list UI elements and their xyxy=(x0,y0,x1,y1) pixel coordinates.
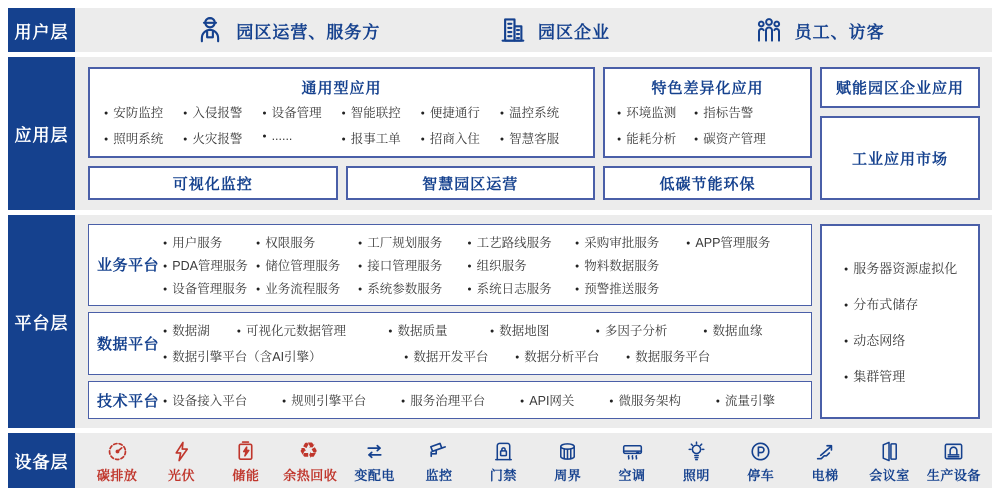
cctv-camera-icon xyxy=(427,440,450,463)
empower-enterprise-title: 赋能园区企业应用 xyxy=(835,80,964,97)
general-apps-title: 通用型应用 xyxy=(301,80,382,97)
device-label: 停车 xyxy=(747,467,775,483)
device-label: 储能 xyxy=(232,467,260,483)
device-photovoltaic xyxy=(149,440,213,484)
platform-item: ● 数据血缘 xyxy=(703,321,801,339)
device-power-distribution xyxy=(342,440,406,484)
device-meeting-room xyxy=(857,440,921,484)
smart-park-operation-title: 智慧园区运营 xyxy=(422,175,519,193)
app-bottom-row-left xyxy=(88,166,595,200)
parking-icon xyxy=(749,440,772,463)
platform-item: ● 系统日志服务 xyxy=(467,279,575,297)
device-label: 生产设备 xyxy=(926,467,981,483)
data-platform-grid xyxy=(163,318,801,369)
recycle-icon: ♻ xyxy=(298,438,319,464)
platform-item: ● 预警推送服务 xyxy=(575,279,686,297)
app-item: ● 报事工单 xyxy=(341,129,420,147)
smart-park-operation-box xyxy=(346,166,596,200)
user-group-label: 员工、访客 xyxy=(794,22,885,42)
building-icon xyxy=(497,15,527,45)
platform-item: ● 接口管理服务 xyxy=(358,256,467,274)
app-item: ● 碳资产管理 xyxy=(694,129,798,147)
visual-monitoring-title: 可视化监控 xyxy=(172,175,253,193)
device-label: 监控 xyxy=(425,467,453,483)
business-row xyxy=(163,233,801,251)
featured-apps-column xyxy=(603,67,812,200)
app-item: ● 指标告警 xyxy=(694,103,798,121)
platform-item: ● 物料数据服务 xyxy=(575,256,686,274)
platform-item: ● 数据质量 xyxy=(388,321,490,339)
app-item: ● 入侵报警 xyxy=(183,103,262,121)
platform-item: ● PDA管理服务 xyxy=(163,256,256,274)
platform-item: ● 系统参数服务 xyxy=(358,279,467,297)
app-item: ● 环境监测 xyxy=(617,103,694,121)
low-carbon-box xyxy=(603,166,812,200)
device-items xyxy=(75,433,992,488)
platform-item: ● 数据湖 xyxy=(163,321,237,339)
meeting-room-icon xyxy=(878,440,901,463)
general-apps-grid xyxy=(104,102,579,148)
platform-item: ● APP管理服务 xyxy=(686,233,801,251)
platform-boxes-column xyxy=(88,224,812,419)
device-carbon-emission xyxy=(85,440,149,484)
industrial-market-box xyxy=(820,116,980,200)
featured-apps-grid xyxy=(617,102,798,148)
infra-item: ● 动态网络 xyxy=(844,330,978,349)
platform-item: ● 数据开发平台 xyxy=(404,347,515,365)
platform-item: ● 数据服务平台 xyxy=(626,347,737,365)
air-conditioner-icon xyxy=(621,440,644,463)
platform-item: ● 微服务架构 xyxy=(609,391,681,409)
device-elevator xyxy=(793,440,857,484)
user-groups xyxy=(75,8,992,52)
escalator-icon xyxy=(814,440,837,463)
platform-item: ● 可视化元数据管理 xyxy=(237,321,389,339)
operator-icon xyxy=(195,15,225,45)
user-group-label: 园区企业 xyxy=(538,22,610,42)
device-access-control xyxy=(471,440,535,484)
app-item: ● 智能联控 xyxy=(341,103,420,121)
application-layer-label: 应用层 xyxy=(8,57,75,210)
data-platform-box xyxy=(88,312,812,375)
empower-enterprise-box xyxy=(820,67,980,108)
battery-storage-icon xyxy=(234,440,257,463)
app-item: ● 招商入住 xyxy=(421,129,500,147)
platform-item: ● 工厂规划服务 xyxy=(358,233,467,251)
infra-item: ● 分布式储存 xyxy=(844,294,978,313)
enterprise-apps-column xyxy=(820,67,980,200)
device-label: 变配电 xyxy=(354,467,395,483)
device-waste-heat-recovery xyxy=(278,440,342,484)
infra-item: ● 服务器资源虚拟化 xyxy=(844,258,978,277)
platform-item: ● 设备管理服务 xyxy=(163,279,256,297)
infrastructure-box xyxy=(820,224,980,419)
data-row xyxy=(163,347,801,365)
device-parking xyxy=(729,440,793,484)
featured-apps-title: 特色差异化应用 xyxy=(651,80,764,97)
gauge-icon xyxy=(106,440,129,463)
light-bulb-icon xyxy=(685,440,708,463)
business-platform-box xyxy=(88,224,812,306)
platform-item: ● 组织服务 xyxy=(467,256,575,274)
platform-item: ● 储位管理服务 xyxy=(256,256,358,274)
device-label: 照明 xyxy=(682,467,710,483)
device-label: 电梯 xyxy=(811,467,839,483)
device-label: 会议室 xyxy=(869,467,910,483)
data-platform-title: 数据平台 xyxy=(97,335,160,353)
app-item: ● 火灾报警 xyxy=(183,129,262,147)
door-lock-icon xyxy=(492,440,515,463)
platform-layer-label: 平台层 xyxy=(8,215,75,428)
app-item: ● 便捷通行 xyxy=(421,103,500,121)
tech-platform-box xyxy=(88,381,812,419)
low-carbon-title: 低碳节能环保 xyxy=(659,175,756,193)
device-production-equipment xyxy=(922,440,986,484)
platform-item: ● 数据地图 xyxy=(490,321,596,339)
app-item: ● ...... xyxy=(262,129,341,147)
business-platform-title: 业务平台 xyxy=(97,257,160,275)
lightning-icon xyxy=(170,440,193,463)
user-layer-band xyxy=(8,8,992,52)
tech-platform-title: 技术平台 xyxy=(97,392,160,410)
platform-item: ● 规则引擎平台 xyxy=(282,391,366,409)
device-label: 周界 xyxy=(554,467,582,483)
platform-item: ● 用户服务 xyxy=(163,233,256,251)
user-group-operators xyxy=(155,15,421,45)
platform-item: ● 数据分析平台 xyxy=(515,347,626,365)
application-layer-band xyxy=(8,57,992,210)
platform-layer-band xyxy=(8,215,992,428)
app-item: ● 设备管理 xyxy=(262,103,341,121)
platform-item: ● 服务治理平台 xyxy=(401,391,485,409)
device-lighting xyxy=(664,440,728,484)
platform-item: ● 工艺路线服务 xyxy=(467,233,575,251)
device-label: 碳排放 xyxy=(96,467,138,483)
application-layer-content xyxy=(75,57,992,210)
infra-item: ● 集群管理 xyxy=(844,366,978,385)
device-layer-label: 设备层 xyxy=(8,433,75,488)
device-layer-band xyxy=(8,433,992,488)
platform-item: ● 业务流程服务 xyxy=(256,279,358,297)
user-group-label: 园区运营、服务方 xyxy=(236,22,381,42)
user-layer-label: 用户层 xyxy=(8,8,75,52)
device-label: 光伏 xyxy=(168,467,196,483)
platform-item: ● 流量引擎 xyxy=(716,391,775,409)
visual-monitoring-box xyxy=(88,166,338,200)
general-apps-box xyxy=(88,67,595,158)
user-group-enterprises xyxy=(421,15,687,45)
platform-item: ● 数据引擎平台（含AI引擎） xyxy=(163,347,404,365)
user-group-staff-visitors xyxy=(686,15,952,45)
device-air-conditioning xyxy=(600,440,664,484)
featured-apps-box xyxy=(603,67,812,158)
data-row xyxy=(163,321,801,339)
platform-item: ● API网关 xyxy=(520,391,574,409)
app-item: ● 温控系统 xyxy=(500,103,579,121)
device-label: 余热回收 xyxy=(283,467,338,483)
device-label: 门禁 xyxy=(489,467,517,483)
platform-item: ● 权限服务 xyxy=(256,233,358,251)
business-row xyxy=(163,279,801,297)
perimeter-drum-icon xyxy=(556,440,579,463)
people-icon xyxy=(754,15,784,45)
device-perimeter xyxy=(536,440,600,484)
platform-layer-content xyxy=(75,215,992,428)
platform-item: ● 采购审批服务 xyxy=(575,233,686,251)
app-item: ● 能耗分析 xyxy=(617,129,694,147)
device-label: 空调 xyxy=(618,467,646,483)
platform-item: ● 多因子分析 xyxy=(596,321,704,339)
general-apps-column xyxy=(88,67,595,200)
business-row xyxy=(163,256,801,274)
app-item: ● 安防监控 xyxy=(104,103,183,121)
app-item: ● 智慧客服 xyxy=(500,129,579,147)
device-surveillance xyxy=(407,440,471,484)
business-platform-grid xyxy=(163,230,801,300)
industrial-market-title: 工业应用市场 xyxy=(851,150,948,168)
production-machine-icon xyxy=(942,440,965,463)
device-energy-storage xyxy=(214,440,278,484)
app-item: ● 照明系统 xyxy=(104,129,183,147)
swap-arrows-icon xyxy=(363,440,386,463)
tech-platform-row xyxy=(163,391,801,409)
platform-item: ● 设备接入平台 xyxy=(163,391,247,409)
